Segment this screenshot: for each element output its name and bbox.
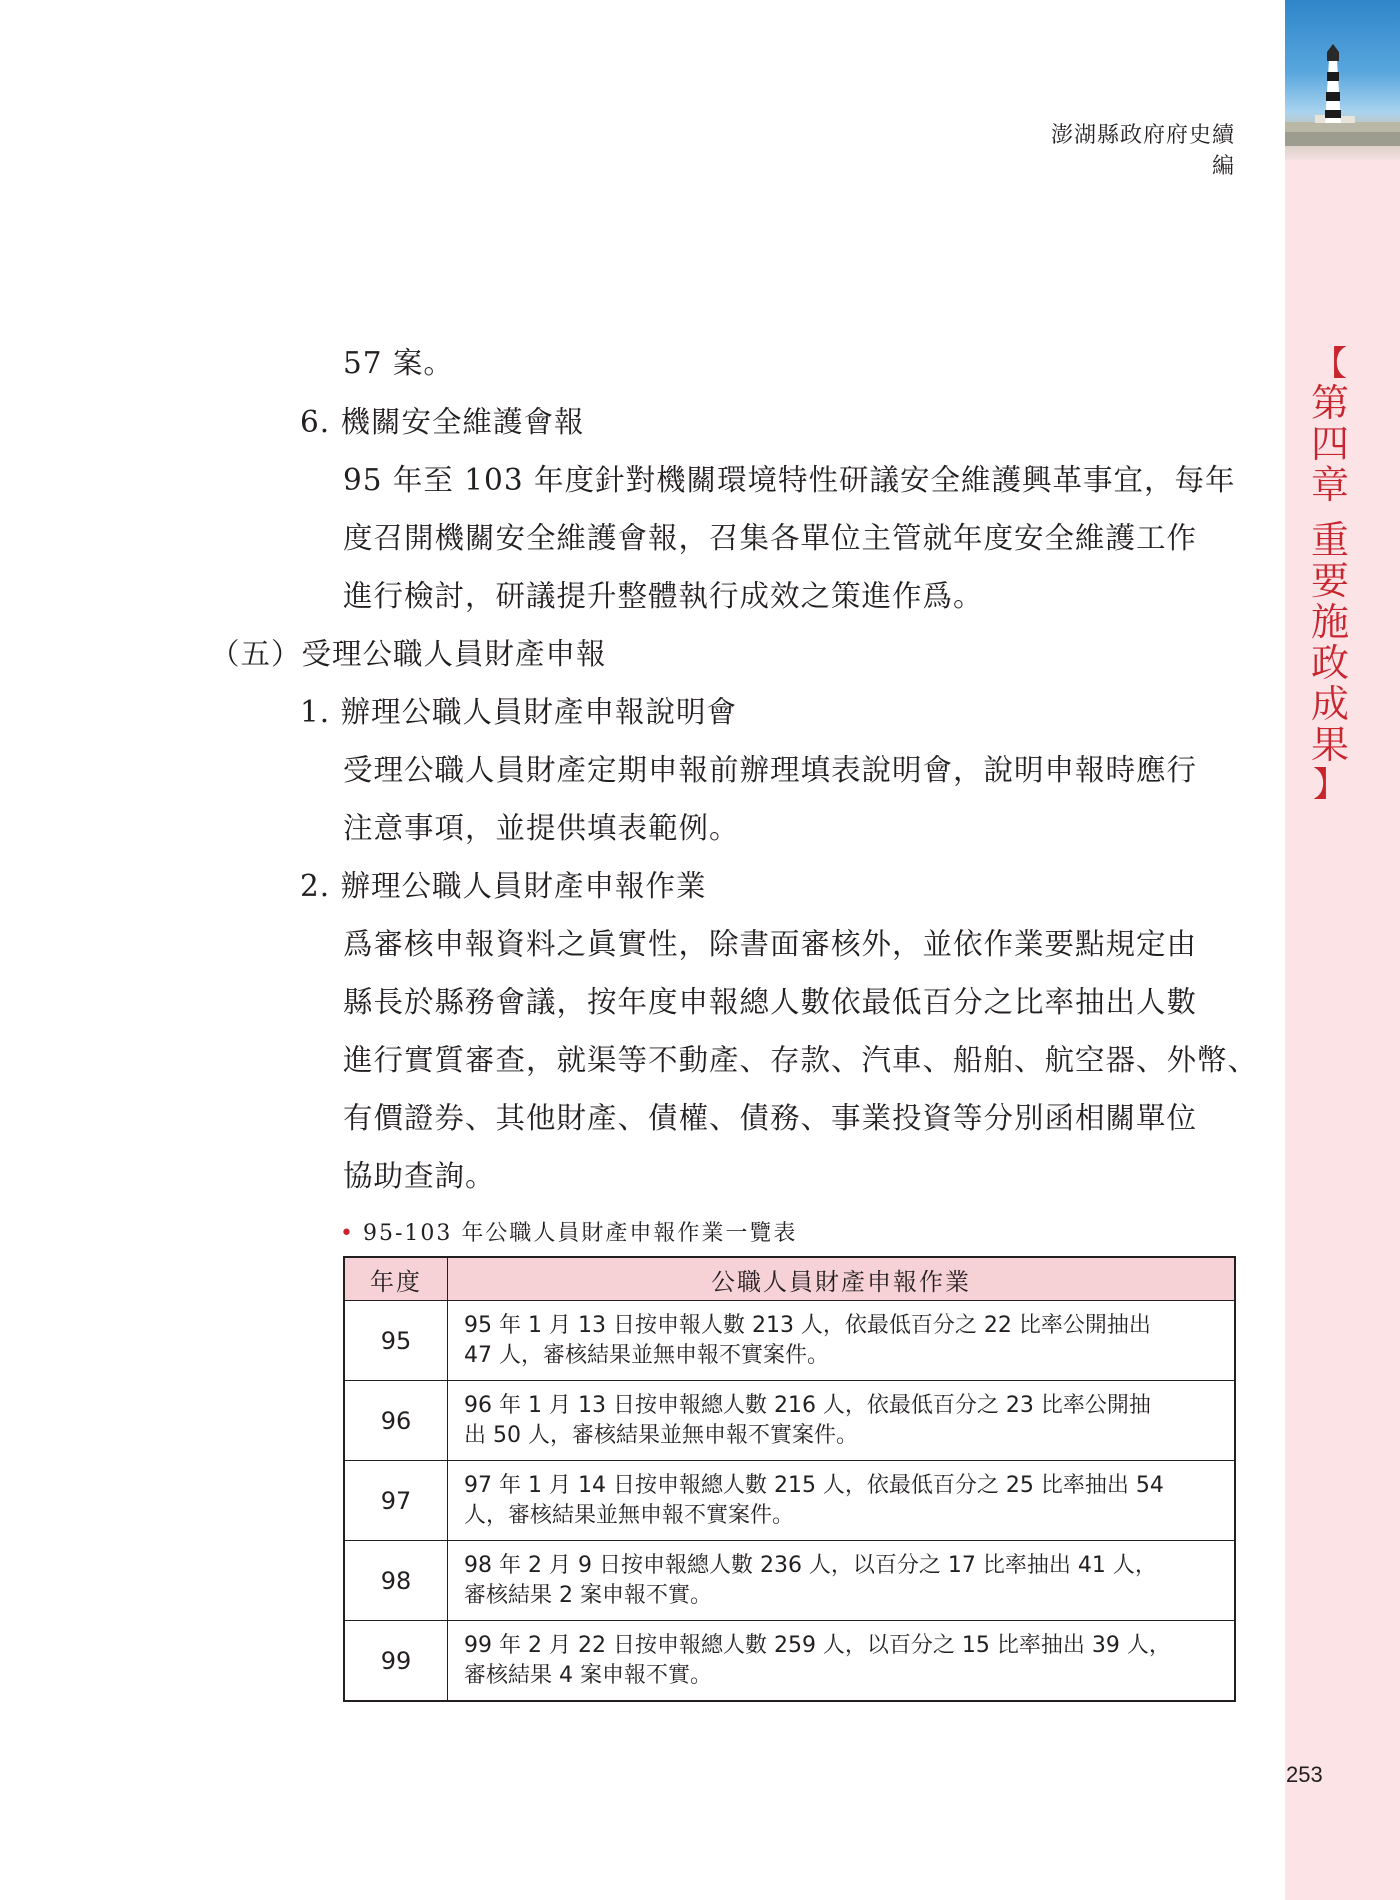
column-header-desc: 公職人員財產申報作業	[448, 1257, 1236, 1301]
cell-desc-line: 出 50 人，審核結果並無申報不實案件。	[464, 1422, 858, 1448]
body-line: 爲審核申報資料之眞實性，除書面審核外，並依作業要點規定由	[343, 927, 1198, 961]
cell-desc-line: 98 年 2 月 9 日按申報總人數 236 人，以百分之 17 比率抽出 41 人，	[464, 1552, 1157, 1578]
item-heading: 1. 辦理公職人員財產申報說明會	[300, 695, 738, 729]
chapter-bracket-open: 【	[1313, 344, 1347, 384]
table-header-row	[344, 1257, 1235, 1301]
body-line: 受理公職人員財產定期申報前辦理填表說明會，說明申報時應行	[343, 753, 1198, 787]
lighthouse-icon	[1285, 0, 1400, 160]
cell-desc-line: 97 年 1 月 14 日按申報總人數 215 人，依最低百分之 25 比率抽出 54	[464, 1472, 1164, 1498]
section-heading: （五）受理公職人員財產申報	[210, 637, 607, 671]
chapter-char: 章	[1310, 463, 1349, 507]
bullet-icon: •	[340, 1221, 355, 1246]
item-heading: 6. 機關安全維護會報	[300, 405, 585, 439]
chapter-char: 成	[1310, 682, 1349, 726]
page-number: 253	[1286, 1762, 1323, 1787]
table-row	[344, 1541, 1235, 1621]
cell-desc-line: 審核結果 4 案申報不實。	[464, 1662, 712, 1688]
chapter-label	[1306, 345, 1354, 804]
cell-desc	[448, 1381, 1236, 1461]
running-header: 澎湖縣政府府史續編	[1050, 123, 1235, 179]
table-row	[344, 1461, 1235, 1541]
cell-year: 96	[344, 1381, 448, 1461]
chapter-char: 第	[1310, 381, 1349, 425]
chapter-char: 要	[1310, 559, 1349, 603]
chapter-char: 果	[1310, 723, 1349, 767]
chapter-bracket-close: 】	[1313, 765, 1347, 805]
cell-desc-line: 99 年 2 月 22 日按申報總人數 259 人，以百分之 15 比率抽出 39 人，	[464, 1632, 1171, 1658]
body-line: 57 案。	[343, 346, 454, 380]
cell-year: 99	[344, 1621, 448, 1702]
cell-desc	[448, 1461, 1236, 1541]
body-line: 度召開機關安全維護會報，召集各單位主管就年度安全維護工作	[343, 521, 1198, 555]
cell-desc	[448, 1621, 1236, 1702]
chapter-char: 重	[1310, 518, 1349, 562]
lighthouse-photo	[1285, 0, 1400, 160]
chapter-char: 四	[1310, 422, 1349, 466]
table-row	[344, 1621, 1235, 1702]
cell-desc-line: 審核結果 2 案申報不實。	[464, 1582, 712, 1608]
declaration-table	[343, 1256, 1236, 1702]
chapter-char: 施	[1310, 600, 1349, 644]
cell-desc-line: 47 人，審核結果並無申報不實案件。	[464, 1342, 829, 1368]
table-caption-text: 95-103 年公職人員財產申報作業一覽表	[362, 1221, 798, 1246]
chapter-sidebar	[1285, 0, 1400, 1900]
body-line: 縣長於縣務會議，按年度申報總人數依最低百分之比率抽出人數	[343, 985, 1198, 1019]
cell-year: 97	[344, 1461, 448, 1541]
cell-desc-line: 95 年 1 月 13 日按申報人數 213 人，依最低百分之 22 比率公開抽出	[464, 1312, 1151, 1338]
chapter-char: 政	[1310, 641, 1349, 685]
body-line: 注意事項，並提供填表範例。	[343, 811, 740, 845]
table-caption	[340, 1216, 797, 1247]
body-line: 協助查詢。	[343, 1159, 496, 1193]
body-line: 有價證券、其他財產、債權、債務、事業投資等分別函相關單位	[343, 1101, 1198, 1135]
cell-desc-line: 人，審核結果並無申報不實案件。	[464, 1502, 795, 1528]
cell-year: 95	[344, 1301, 448, 1381]
table-row	[344, 1301, 1235, 1381]
cell-desc	[448, 1301, 1236, 1381]
table-row	[344, 1381, 1235, 1461]
cell-year: 98	[344, 1541, 448, 1621]
column-header-year: 年度	[344, 1257, 448, 1301]
body-line: 進行實質審查，就渠等不動產、存款、汽車、船舶、航空器、外幣、	[343, 1043, 1259, 1077]
body-line: 進行檢討，研議提升整體執行成效之策進作爲。	[343, 579, 984, 613]
item-heading: 2. 辦理公職人員財產申報作業	[300, 869, 707, 903]
body-line: 95 年至 103 年度針對機關環境特性研議安全維護興革事宜，每年	[343, 463, 1236, 497]
cell-desc	[448, 1541, 1236, 1621]
cell-desc-line: 96 年 1 月 13 日按申報總人數 216 人，依最低百分之 23 比率公開抽	[464, 1392, 1151, 1418]
